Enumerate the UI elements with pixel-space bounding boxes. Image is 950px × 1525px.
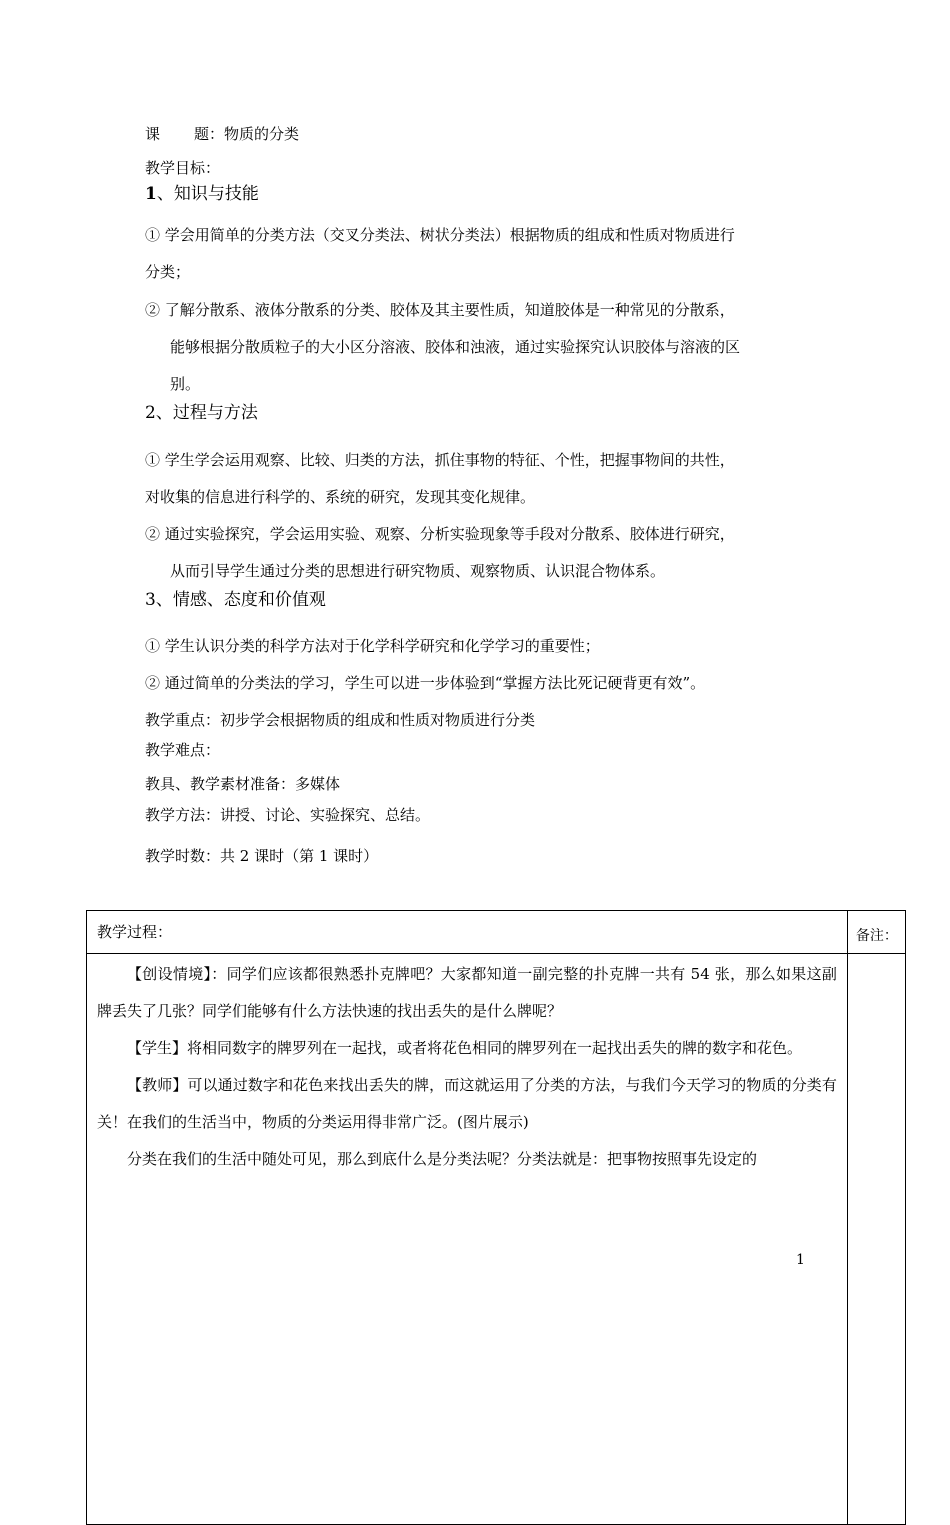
section-1-number: 1 — [145, 184, 157, 204]
objectives-label: 教学目标： — [145, 159, 221, 177]
key-points: 教学重点：初步学会根据物质的组成和性质对物质进行分类 — [145, 711, 536, 729]
s2-item1-line2: 对收集的信息进行科学的、系统的研究，发现其变化规律。 — [145, 488, 536, 506]
section-1-heading — [145, 184, 259, 204]
s1-item2-line1: ② 了解分散系、液体分散系的分类、胶体及其主要性质，知道胶体是一种常见的分散系， — [145, 301, 735, 319]
class-hours: 教学时数：共 2 课时（第 1 课时） — [145, 847, 379, 865]
section-1-title: 、知识与技能 — [156, 184, 259, 204]
notes-body-cell — [847, 954, 905, 1525]
s1-item1-line2: 分类； — [145, 263, 191, 281]
s2-item2-line2: 从而引导学生通过分类的思想进行研究物质、观察物质、认识混合物体系。 — [170, 562, 666, 580]
title-text: 题：物质的分类 — [194, 125, 300, 143]
process-paragraph: 【教师】可以通过数字和花色来找出丢失的牌，而这就运用了分类的方法，与我们今天学习的物质的分类有关！在我们的生活当中，物质的分类运用得非常广泛。(图片展示) — [97, 1076, 837, 1131]
s3-item1: ① 学生认识分类的科学方法对于化学科学研究和化学学习的重要性； — [145, 637, 600, 655]
process-paragraph: 分类在我们的生活中随处可见，那么到底什么是分类法呢？分类法就是：把事物按照事先设定的 — [127, 1150, 758, 1168]
page-number: 1 — [796, 1252, 805, 1268]
notes-header: 备注： — [855, 928, 898, 944]
process-header: 教学过程： — [97, 923, 173, 941]
teaching-process-table — [86, 910, 906, 1525]
title-label: 课 — [145, 125, 161, 143]
s1-item2-line3: 别。 — [170, 375, 201, 393]
s1-item1-line1: ① 学会用简单的分类方法（交叉分类法、树状分类法）根据物质的组成和性质对物质进行 — [145, 226, 735, 244]
materials: 教具、教学素材准备：多媒体 — [145, 775, 341, 793]
section-2-heading: 2、过程与方法 — [145, 403, 258, 423]
notes-header-cell — [847, 911, 905, 954]
s2-item2-line1: ② 通过实验探究，学会运用实验、观察、分析实验现象等手段对分散系、胶体进行研究， — [145, 525, 735, 543]
process-paragraph: 【学生】将相同数字的牌罗列在一起找，或者将花色相同的牌罗列在一起找出丢失的牌的数字和花色。 — [127, 1039, 803, 1057]
difficulties: 教学难点： — [145, 741, 221, 759]
process-body-cell — [87, 954, 848, 1525]
lesson-title — [145, 124, 299, 144]
s1-item2-line2: 能够根据分散质粒子的大小区分溶液、胶体和浊液，通过实验探究认识胶体与溶液的区 — [170, 338, 741, 356]
methods: 教学方法：讲授、讨论、实验探究、总结。 — [145, 806, 431, 824]
s2-item1-line1: ① 学生学会运用观察、比较、归类的方法，抓住事物的特征、个性，把握事物间的共性， — [145, 451, 735, 469]
section-3-heading: 3、情感、态度和价值观 — [145, 590, 326, 610]
s3-item2: ② 通过简单的分类法的学习，学生可以进一步体验到“掌握方法比死记硬背更有效”。 — [145, 674, 706, 692]
process-paragraph: 【创设情境】：同学们应该都很熟悉扑克牌吧？大家都知道一副完整的扑克牌一共有 54 张，那么如果这副牌丢失了几张？同学们能够有什么方法快速的找出丢失的是什么牌呢？ — [97, 965, 837, 1020]
process-header-cell — [87, 911, 848, 954]
